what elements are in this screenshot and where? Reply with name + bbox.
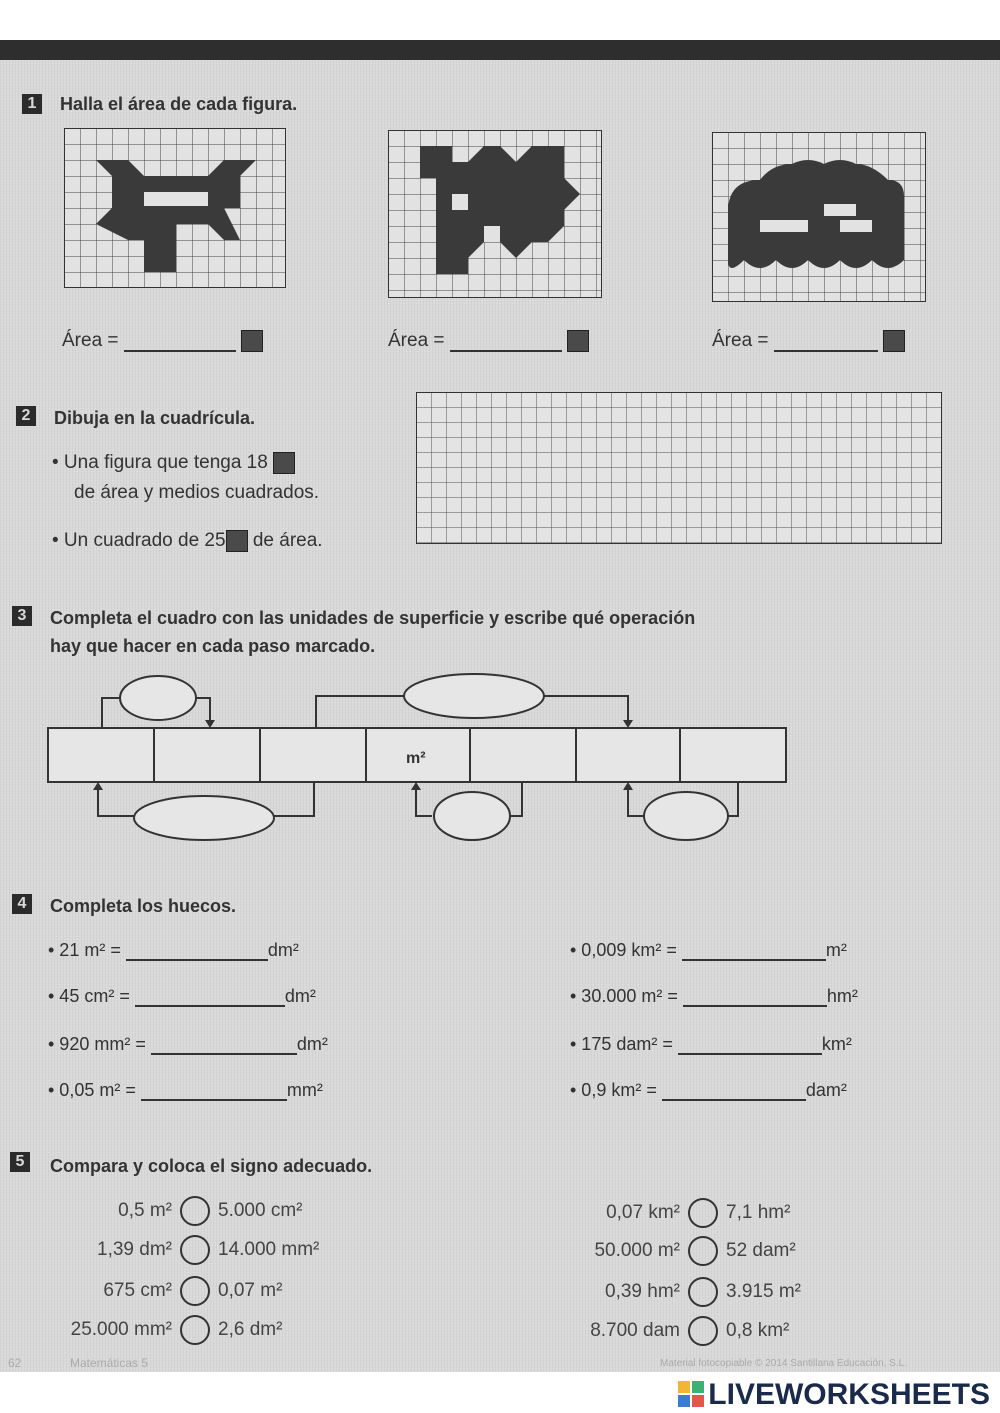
ex5-right-2 (548, 1236, 796, 1266)
ex2-bullet-1-text: • Una figura que tenga 18 (52, 452, 268, 474)
exercise-4-title: Completa los huecos. (50, 896, 237, 916)
ex5-right-1-b: 7,1 hm² (726, 1202, 791, 1224)
page-number: 62 (8, 1356, 22, 1370)
ex5-right-1 (548, 1198, 790, 1228)
square-unit-icon (241, 330, 263, 352)
operation-oval-2 (404, 674, 544, 718)
ex4-left-3 (48, 1034, 328, 1055)
drawing-grid[interactable] (416, 392, 942, 544)
liveworksheets-logo-icon (678, 1381, 704, 1407)
exercise-4-number: 4 (12, 894, 32, 914)
ex4-left-1-q: • 21 m² = (48, 940, 121, 960)
area-answer-2[interactable] (450, 350, 562, 352)
exercise-3-number: 3 (12, 606, 32, 626)
ex5-left-2-a: 1,39 dm² (97, 1239, 172, 1261)
ex4-right-2-answer[interactable] (683, 1005, 827, 1007)
ex2-bullet-2 (52, 530, 323, 552)
ex4-left-2-answer[interactable] (135, 1005, 285, 1007)
ex4-right-1 (570, 940, 847, 961)
ex4-left-3-q: • 920 mm² = (48, 1034, 146, 1054)
ex4-right-3-q: • 175 dam² = (570, 1034, 673, 1054)
ex4-left-2-q: • 45 cm² = (48, 986, 130, 1006)
exercise-5-title: Compara y coloca el signo adecuado. (50, 1156, 373, 1176)
ex5-left-4-b: 2,6 dm² (218, 1319, 283, 1341)
ex2-bullet-1-cont: de área y medios cuadrados. (74, 482, 320, 503)
ex4-right-3-answer[interactable] (678, 1053, 822, 1055)
area-answer-3[interactable] (774, 350, 878, 352)
ex5-left-2 (40, 1235, 319, 1265)
area-row-3 (712, 330, 905, 352)
area-label-2: Área = (388, 330, 445, 352)
book-title: Matemáticas 5 (70, 1356, 149, 1370)
square-unit-icon (226, 530, 248, 552)
ex4-right-1-unit: m² (825, 940, 847, 960)
figure-2-grid (388, 130, 602, 298)
ex5-right-3 (548, 1277, 801, 1307)
exercise-1-title: Halla el área de cada figura. (60, 94, 298, 114)
exercise-1-number: 1 (22, 94, 42, 114)
ex5-left-3 (40, 1276, 282, 1306)
square-unit-icon (883, 330, 905, 352)
operation-oval-5 (644, 792, 728, 840)
figure-3-grid (712, 132, 926, 302)
ex5-left-4-a: 25.000 mm² (70, 1319, 172, 1341)
ex4-left-4-q: • 0,05 m² = (48, 1080, 136, 1100)
exercise-3-title-1: Completa el cuadro con las unidades de superficie y escribe qué operación (50, 608, 696, 628)
exercise-5-number: 5 (10, 1152, 30, 1172)
ex2-bullet-1 (52, 452, 295, 474)
ex5-left-1-a: 0,5 m² (118, 1200, 172, 1222)
ex4-right-3 (570, 1034, 852, 1055)
ex4-left-2-unit: dm² (284, 986, 316, 1006)
sign-circle[interactable] (688, 1277, 718, 1307)
exercise-2-number: 2 (16, 406, 36, 426)
exercise-2-title: Dibuja en la cuadrícula. (54, 408, 256, 428)
ex4-right-4-unit: dam² (805, 1080, 847, 1100)
ex4-left-3-answer[interactable] (151, 1053, 297, 1055)
ex5-right-2-b: 52 dam² (726, 1240, 796, 1262)
ex4-right-2-q: • 30.000 m² = (570, 986, 678, 1006)
ex4-left-4-unit: mm² (286, 1080, 323, 1100)
ex5-left-2-b: 14.000 mm² (218, 1239, 320, 1261)
ex4-left-4-answer[interactable] (141, 1099, 287, 1101)
ex4-left-1-answer[interactable] (126, 959, 268, 961)
ex5-left-1 (40, 1196, 302, 1226)
figure-1-grid (64, 128, 286, 288)
area-label-3: Área = (712, 330, 769, 352)
ex5-right-4-b: 0,8 km² (726, 1320, 790, 1342)
operation-oval-1 (120, 676, 196, 720)
area-label-1: Área = (62, 330, 119, 352)
ex4-left-3-unit: dm² (296, 1034, 328, 1054)
sign-circle[interactable] (688, 1236, 718, 1266)
unit-cell-m2: m² (406, 750, 426, 767)
sign-circle[interactable] (688, 1316, 718, 1346)
square-unit-icon (567, 330, 589, 352)
ex4-right-4-answer[interactable] (662, 1099, 806, 1101)
top-bar (0, 0, 1000, 60)
ex5-right-4-a: 8.700 dam (590, 1320, 680, 1342)
sign-circle[interactable] (180, 1196, 210, 1226)
area-answer-1[interactable] (124, 350, 236, 352)
ex5-right-3-b: 3.915 m² (726, 1281, 801, 1303)
copyright-note: Material fotocopiable © 2014 Santillana Educación, S.L. (660, 1358, 907, 1369)
ex4-left-1 (48, 940, 299, 961)
operation-oval-4 (434, 792, 510, 840)
ex5-right-3-a: 0,39 hm² (605, 1281, 680, 1303)
sign-circle[interactable] (688, 1198, 718, 1228)
ex4-right-2 (570, 986, 858, 1007)
ex4-left-2 (48, 986, 316, 1007)
ex5-left-3-b: 0,07 m² (218, 1280, 283, 1302)
ex4-right-1-answer[interactable] (682, 959, 826, 961)
ex5-left-4 (40, 1315, 282, 1345)
ex4-left-4 (48, 1080, 323, 1101)
ex4-left-1-unit: dm² (267, 940, 299, 960)
ex5-right-4 (548, 1316, 789, 1346)
ex4-right-1-q: • 0,009 km² = (570, 940, 677, 960)
ex5-right-1-a: 0,07 km² (606, 1202, 680, 1224)
sign-circle[interactable] (180, 1276, 210, 1306)
sign-circle[interactable] (180, 1315, 210, 1345)
ex2-bullet-2-text: • Un cuadrado de 25 (52, 530, 226, 552)
ex5-right-2-a: 50.000 m² (594, 1240, 680, 1262)
operation-oval-3 (134, 796, 274, 840)
sign-circle[interactable] (180, 1235, 210, 1265)
ex4-right-4 (570, 1080, 847, 1101)
ex2-bullet-2-end: de área. (252, 530, 323, 552)
area-row-1 (62, 330, 263, 352)
exercise-3-title-2: hay que hacer en cada paso marcado. (50, 636, 376, 656)
liveworksheets-logo (678, 1378, 990, 1412)
area-row-2 (388, 330, 589, 352)
ex4-right-2-unit: hm² (826, 986, 858, 1006)
brand-name: LIVEWORKSHEETS (708, 1378, 990, 1411)
ex4-right-4-q: • 0,9 km² = (570, 1080, 657, 1100)
ex5-left-3-a: 675 cm² (103, 1280, 172, 1302)
ex4-right-3-unit: km² (821, 1034, 852, 1054)
square-unit-icon (273, 452, 295, 474)
ex5-left-1-b: 5.000 cm² (218, 1200, 303, 1222)
